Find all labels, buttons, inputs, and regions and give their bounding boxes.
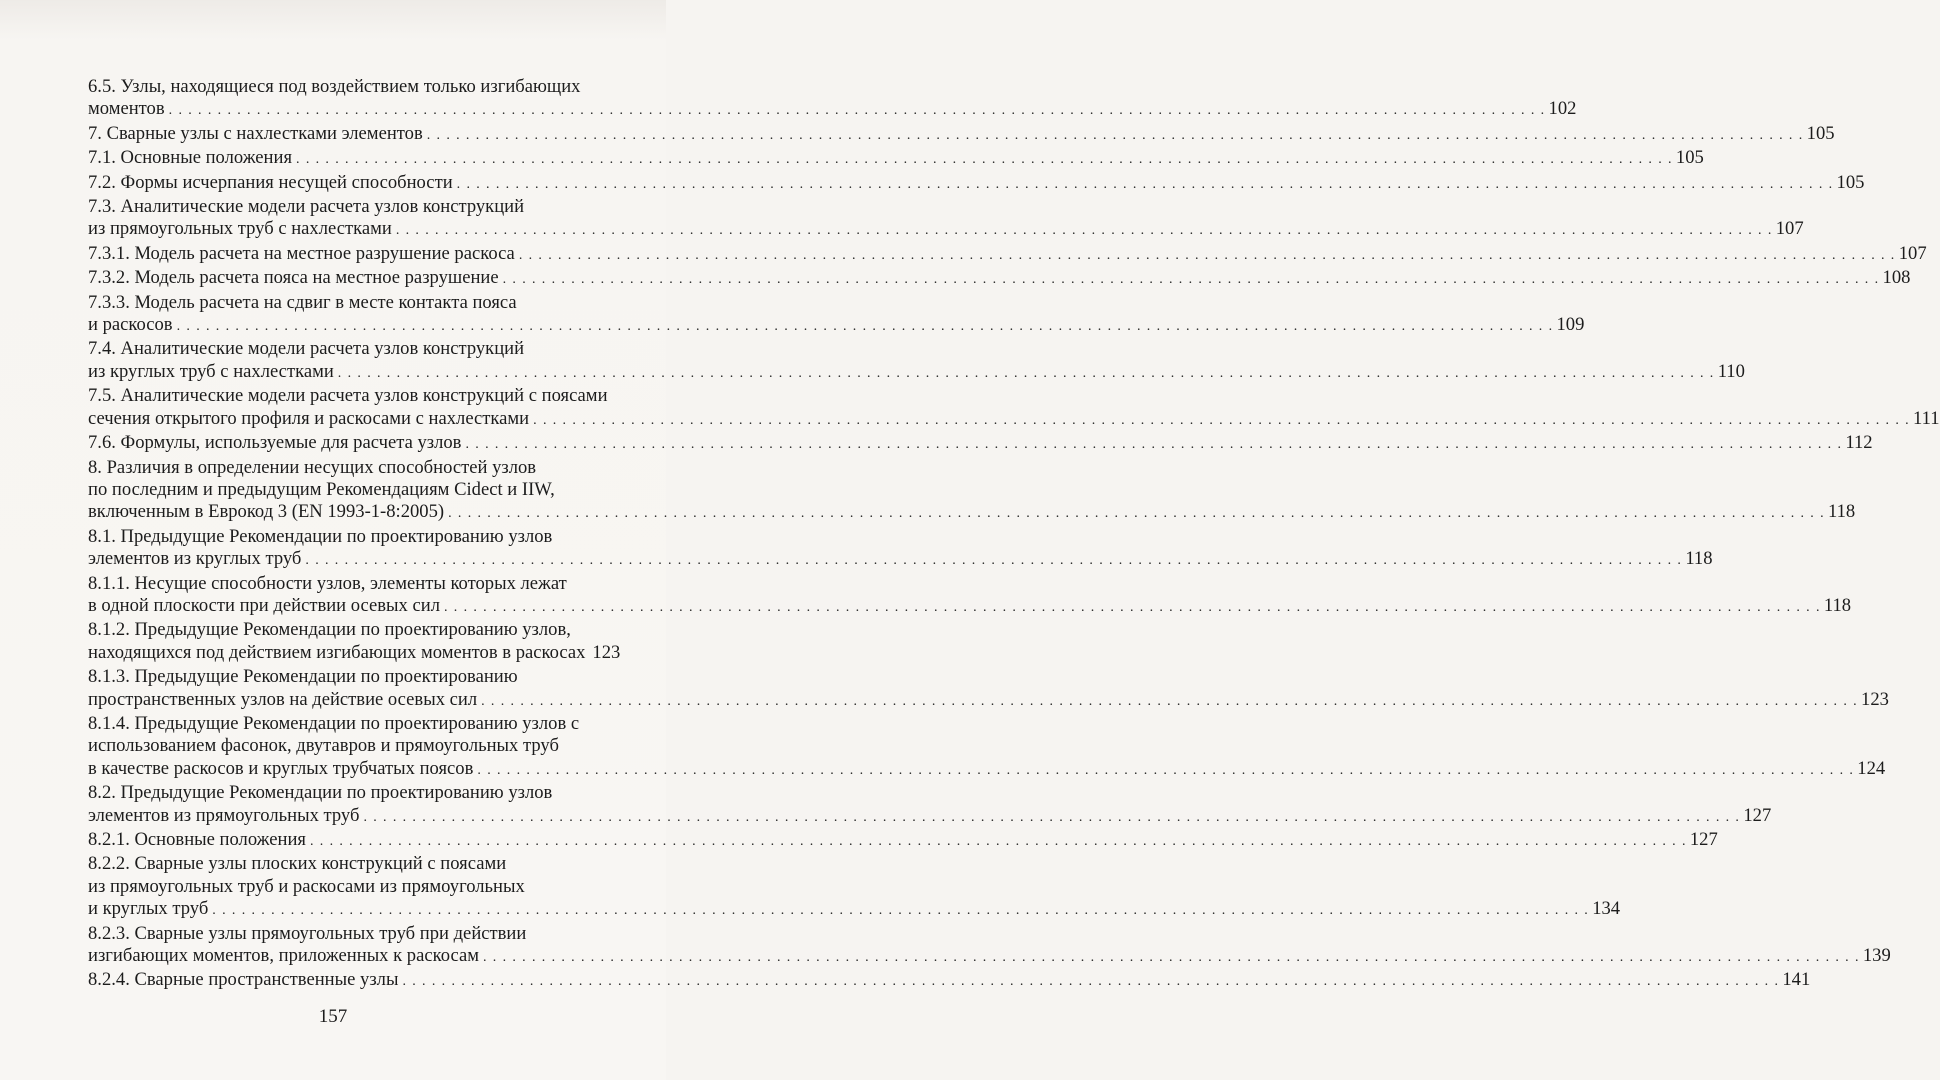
toc-entry-page: 105 [1806, 122, 1835, 144]
toc-entry [88, 456, 1856, 526]
toc-entry-title: 8.2.1. Основные положения [88, 829, 306, 850]
toc-entry [88, 147, 1704, 171]
toc-entry-title: находящихся под действием изгибающих моментов в раскосах [88, 641, 586, 663]
toc-entry-page: 105 [1836, 171, 1865, 193]
toc-entry-title: 7.3.1. Модель расчета на местное разрушение раскоса [88, 242, 515, 264]
dot-leader [305, 550, 1682, 572]
toc-entry-title: 7.6. Формулы, используемые для расчета узлов [88, 432, 462, 454]
dot-leader [533, 410, 1910, 432]
toc-entry [88, 242, 1927, 267]
toc-entry [88, 196, 1804, 243]
toc-entry-title: 7.5. Аналитические модели расчета узлов конструкций с поясами [88, 385, 608, 407]
toc-entry-line [88, 432, 1873, 456]
toc-entry-title: 8.2.3. Сварные узлы прямоугольных труб при действии [88, 922, 527, 944]
dot-leader [338, 363, 1715, 385]
dot-leader [481, 691, 1858, 713]
toc-entry-title: 8.1.3. Предыдущие Рекомендации по проектированию [88, 666, 518, 688]
toc-entry-line [88, 122, 1835, 147]
toc-entry-page: 118 [1828, 501, 1856, 523]
toc-entry [88, 525, 1713, 573]
toc-entry-page: 123 [592, 641, 621, 663]
toc-entry [88, 829, 1718, 853]
toc-entry-page: 141 [1782, 969, 1811, 991]
toc-entry-line [88, 171, 1865, 196]
toc-entry-line [88, 804, 1772, 829]
dot-leader [402, 971, 1779, 993]
dot-leader [503, 269, 1880, 291]
toc-entry-title: из круглых труб с нахлестками [88, 360, 334, 382]
toc-entry-page: 139 [1862, 945, 1891, 967]
toc-entry-page: 110 [1717, 360, 1745, 382]
toc-entry-title: элементов из круглых труб [88, 548, 302, 570]
toc-entry-title: 8. Различия в определении несущих способностей узлов [88, 456, 537, 478]
toc-entry-page: 111 [1913, 407, 1940, 429]
toc-entry-title: 8.1.1. Несущие способности узлов, элементы которых лежат [88, 572, 567, 594]
toc-entry-title: 8.2.2. Сварные узлы плоских конструкций с поясами [88, 853, 507, 875]
toc-entry-page: 109 [1556, 314, 1585, 336]
toc-entry-title: моментов [88, 98, 165, 120]
toc-entry-line [88, 969, 1811, 993]
toc-entry-page: 112 [1845, 432, 1873, 454]
dot-leader [363, 807, 1740, 829]
toc-entry [88, 171, 1865, 196]
toc-entry [88, 76, 1577, 123]
toc-entry-title: 7.4. Аналитические модели расчета узлов конструкций [88, 338, 525, 360]
toc-entry-page: 102 [1548, 98, 1577, 120]
toc-entry-title: 7.1. Основные положения [88, 147, 293, 169]
page-number: 157 [318, 1006, 348, 1027]
toc-entry-page: 105 [1675, 147, 1704, 169]
toc-entry-page: 108 [1882, 267, 1911, 289]
toc-entry-page: 124 [1857, 757, 1886, 779]
toc-entry-page: 134 [1592, 898, 1621, 920]
toc-entry-title: включенным в Еврокод 3 (EN 1993-1-8:2005) [88, 501, 445, 523]
toc-entry-line [88, 407, 1940, 432]
dot-leader [465, 434, 1842, 456]
toc-entry [88, 712, 1886, 782]
toc-entry-line [88, 594, 1852, 619]
dot-leader [477, 760, 1854, 782]
toc-entry-page: 127 [1743, 804, 1772, 826]
toc-entry-title: и раскосов [88, 314, 173, 336]
dot-leader [177, 316, 1554, 338]
toc-entry-title: сечения открытого профиля и раскосами с нахлестками [88, 407, 530, 429]
toc-entry-title: 7.3.3. Модель расчета на сдвиг в месте контакта пояса [88, 291, 517, 313]
toc-entry [88, 122, 1835, 147]
toc-entry [88, 291, 1585, 339]
toc-entry-title: 7.2. Формы исчерпания несущей способности [88, 171, 453, 193]
toc-entry-title: элементов из прямоугольных труб [88, 804, 360, 826]
dot-leader [169, 100, 1546, 122]
toc-entry-line [88, 501, 1856, 525]
toc-entry [88, 782, 1772, 829]
toc-entry-title: 7. Сварные узлы с нахлестками элементов [88, 122, 423, 144]
toc-entry-title: использованием фасонок, двутавров и прямоугольных труб [88, 735, 559, 757]
toc-entry-page: 107 [1898, 242, 1927, 264]
dot-leader [444, 597, 1821, 619]
toc-entry-title: из прямоугольных труб и раскосами из прямоугольных [88, 875, 525, 897]
toc-entry [88, 853, 1621, 922]
dot-leader [448, 503, 1825, 525]
dot-leader [296, 149, 1673, 171]
toc-entry-title: 8.1.4. Предыдущие Рекомендации по проектированию узлов с [88, 712, 580, 734]
toc-entry-title: 8.2.4. Сварные пространственные узлы [88, 969, 399, 991]
toc-entry-line [88, 548, 1713, 572]
toc-entry-title: пространственных узлов на действие осевых сил [88, 688, 478, 710]
toc-entry-title: в качестве раскосов и круглых трубчатых поясов [88, 757, 474, 779]
toc-entry [88, 922, 1891, 970]
toc-entry [88, 338, 1745, 385]
toc-entry-line [88, 829, 1718, 853]
toc-entry-title: из прямоугольных труб с нахлестками [88, 218, 392, 240]
toc-entry-title: по последним и предыдущим Рекомендациям Cidect и IIW, [88, 478, 555, 500]
toc-entry-title: в одной плоскости при действии осевых сил [88, 594, 440, 616]
toc-entry [88, 619, 621, 666]
dot-leader [396, 220, 1773, 242]
toc-entry-title: 7.3.2. Модель расчета пояса на местное разрушение [88, 267, 499, 289]
toc-entry-line [88, 314, 1585, 338]
toc-entry-line [88, 757, 1886, 782]
toc-entry [88, 572, 1852, 620]
toc-entry-line [88, 147, 1704, 171]
dot-leader [519, 245, 1896, 267]
toc-entry-page: 118 [1685, 548, 1713, 570]
toc-entry-line [88, 267, 1911, 291]
toc-entry-title: 7.3. Аналитические модели расчета узлов конструкций [88, 196, 525, 218]
toc-entry-page: 107 [1775, 218, 1804, 240]
dot-leader [427, 125, 1804, 147]
toc-entry-line [88, 98, 1577, 122]
toc-entry [88, 385, 1940, 432]
toc-entry-page: 118 [1823, 594, 1852, 616]
toc-entry-line [88, 945, 1891, 969]
toc-entry-title: 8.2. Предыдущие Рекомендации по проектированию узлов [88, 782, 553, 804]
dot-leader [310, 831, 1687, 853]
toc-entry-line [88, 242, 1927, 267]
toc-entry-title: 6.5. Узлы, находящиеся под воздействием только изгибающих [88, 76, 581, 97]
toc-entry [88, 969, 1811, 993]
toc-entry-page: 127 [1689, 829, 1718, 850]
toc-entry-line [88, 898, 1621, 922]
toc-entry-line [88, 218, 1804, 242]
dot-leader [457, 174, 1834, 196]
toc-entry [88, 666, 1889, 713]
toc-entry [88, 432, 1873, 456]
dot-leader [212, 900, 1589, 922]
toc-entry-page: 123 [1861, 688, 1889, 710]
dot-leader [483, 947, 1860, 969]
toc-entry-title: и круглых труб [88, 898, 209, 920]
toc-entry-line [88, 360, 1745, 385]
toc-entry-line [88, 688, 1889, 713]
toc-entry [88, 267, 1911, 291]
toc-entry-title: 8.1. Предыдущие Рекомендации по проектированию узлов [88, 525, 553, 547]
toc-entry-line [88, 641, 621, 666]
table-of-contents [88, 76, 1940, 994]
toc-entry-title: 8.1.2. Предыдущие Рекомендации по проектированию узлов, [88, 619, 571, 641]
toc-entry-title: изгибающих моментов, приложенных к раскосам [88, 945, 479, 967]
